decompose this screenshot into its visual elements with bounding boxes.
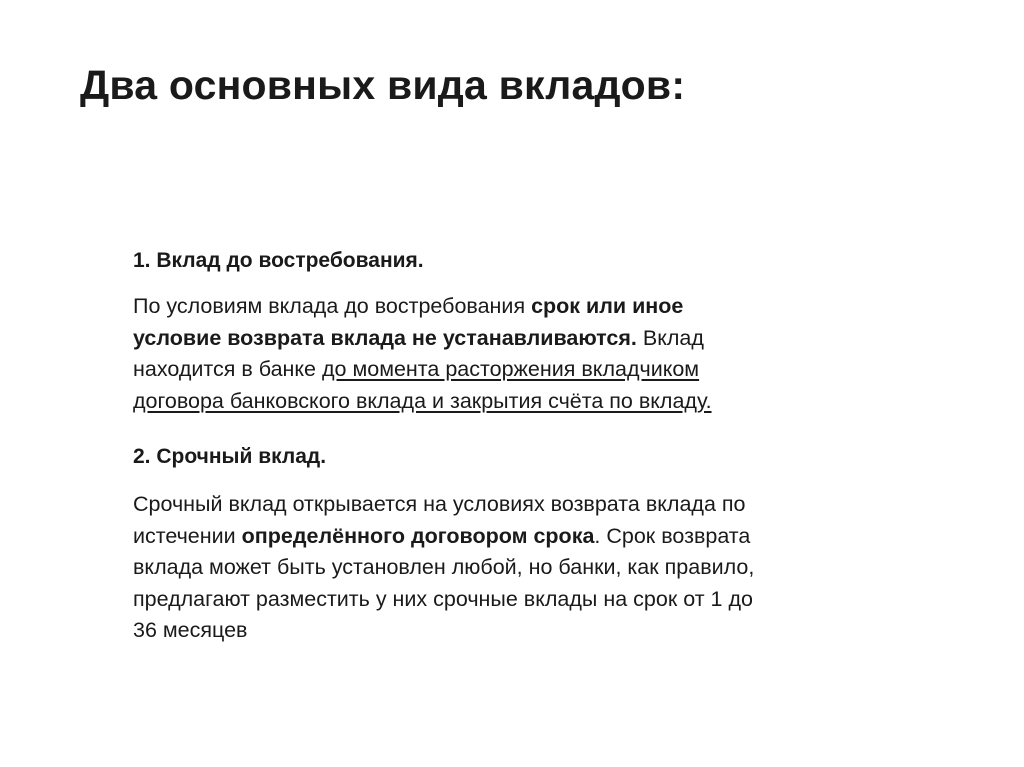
section-heading-demand-deposit: 1. Вклад до востребования. bbox=[133, 249, 424, 272]
text-segment: Вклад находится в банке bbox=[133, 325, 704, 381]
underlined-segment: до момента расторжения вкладчиком договора банковского вклада и закрытия счёта по вкладу. bbox=[133, 357, 712, 413]
bold-segment: срок или иное условие возврата вклада не устанавливаются. bbox=[133, 294, 684, 350]
section-heading-term-deposit: 2. Срочный вклад. bbox=[133, 445, 327, 468]
text-segment: Срочный вклад открывается на условиях возврата вклада по истечении bbox=[133, 492, 746, 548]
slide-title: Два основных вида вкладов: bbox=[80, 62, 686, 108]
slide-content bbox=[133, 248, 773, 647]
section-text-term-deposit bbox=[133, 489, 773, 647]
bold-segment: определённого договором срока bbox=[241, 523, 595, 548]
text-segment: . Срок возврата вклада может быть установлен любой, но банки, как правило, предлагают разместить у них срочные вклады на срок от 1 до 36 месяцев bbox=[133, 523, 755, 642]
section-text-demand-deposit bbox=[133, 291, 773, 417]
text-segment: По условиям вклада до востребования bbox=[133, 294, 532, 318]
